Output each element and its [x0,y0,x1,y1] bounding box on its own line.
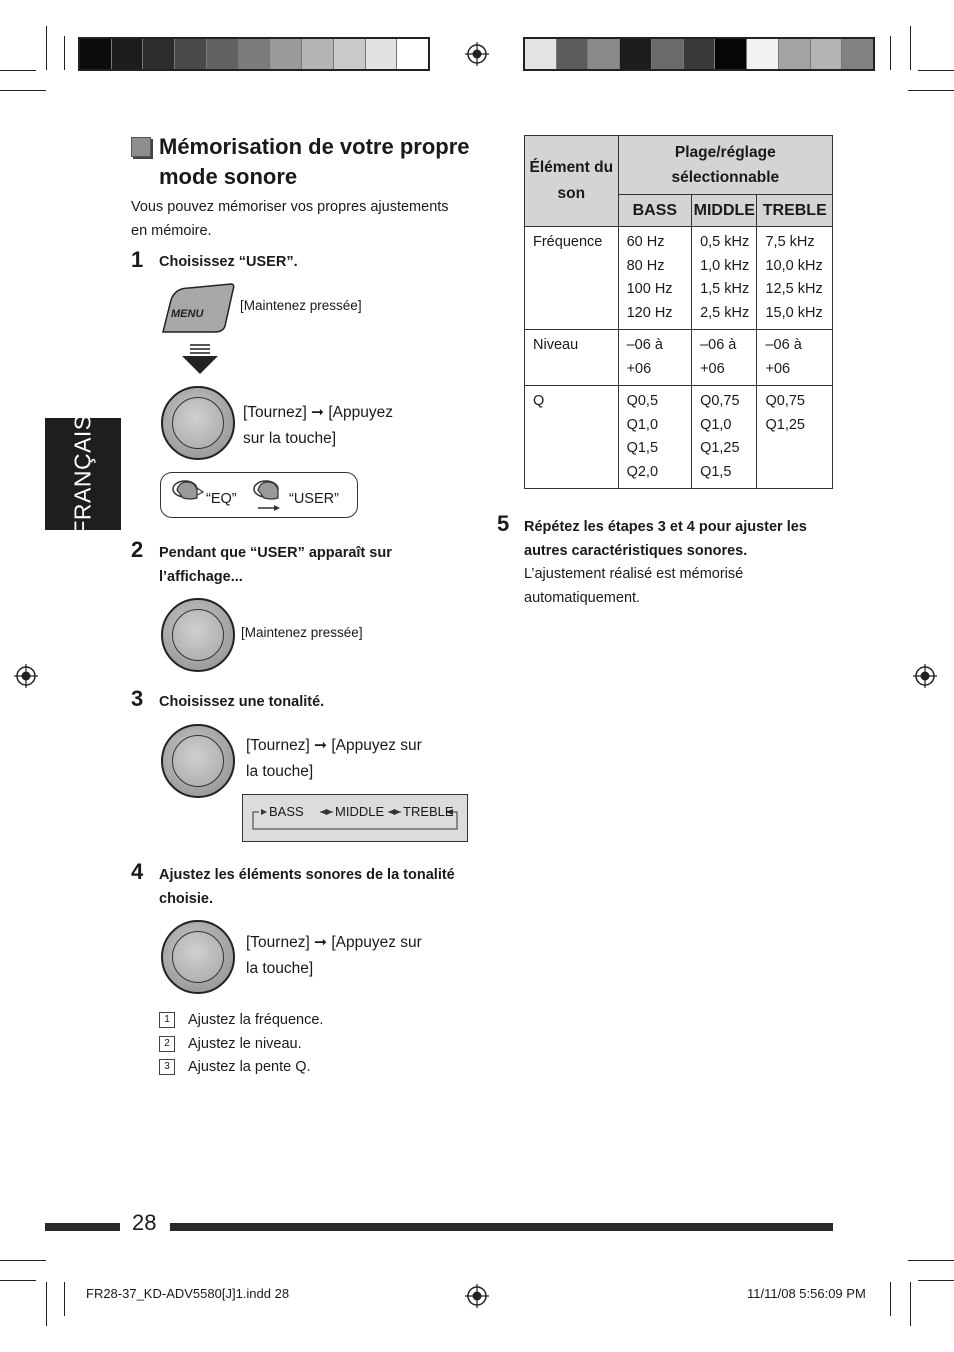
table-header-element: Élément du son [525,136,619,227]
table-row-label: Q [525,386,619,489]
sub-item-number: 1 [159,1012,175,1028]
sub-item [159,1012,323,1028]
color-swatch [175,39,207,69]
crop-mark [64,36,65,70]
color-swatch [112,39,144,69]
crop-mark [0,70,36,71]
color-swatch [207,39,239,69]
sub-item [159,1036,302,1052]
crop-mark [890,36,891,70]
table-cell: 60 Hz 80 Hz 100 Hz 120 Hz [618,227,691,330]
color-swatch [239,39,271,69]
color-swatch [143,39,175,69]
table-cell: –06 à +06 [692,330,757,386]
table-row [525,227,833,330]
table-cell: 7,5 kHz 10,0 kHz 12,5 kHz 15,0 kHz [757,227,833,330]
tone-sequence-display [242,794,468,842]
crop-mark [910,1282,911,1326]
turn-press-caption: [Tournez] ➞ [Appuyez sur la touche] [243,404,393,447]
arrow-down-icon [182,342,218,376]
turn-press-caption: [Tournez] ➞ [Appuyez sur la touche] [246,934,422,977]
turn-press-caption: [Tournez] ➞ [Appuyez sur la touche] [246,737,422,780]
language-tab [45,413,121,535]
crop-mark [908,90,954,91]
color-swatch [779,39,811,69]
registration-mark-icon [913,664,937,688]
tone-treble: TREBLE [403,804,454,819]
sub-item [159,1059,311,1075]
menu-button-icon [159,282,237,336]
step-number: 4 [131,859,144,884]
sub-item-text: Ajustez la fréquence. [188,1012,324,1028]
color-swatch [842,39,873,69]
color-bar-right [523,37,875,71]
table-row-label: Niveau [525,330,619,386]
turn-hand-icon [252,478,286,512]
color-swatch [302,39,334,69]
language-tab-label: FRANÇAIS [69,413,96,535]
page-number: 28 [132,1210,157,1235]
step-number: 5 [497,511,510,536]
step-number: 1 [131,247,144,272]
color-swatch [270,39,302,69]
eq-user-display [160,472,358,518]
step-detail: L’ajustement réalisé est mémorisé automatiquement. [524,566,744,606]
color-swatch [652,39,684,69]
table-cell: Q0,75 Q1,0 Q1,25 Q1,5 [692,386,757,489]
tone-bass: BASS [269,804,304,819]
table-row-label: Fréquence [525,227,619,330]
step-text: Choisissez une tonalité. [159,694,325,710]
color-swatch [620,39,652,69]
footer-rule [170,1223,833,1231]
color-swatch [588,39,620,69]
color-swatch [366,39,398,69]
control-dial [161,724,235,798]
section-title: Mémorisation de votre propre mode sonore [159,134,470,189]
sub-item-text: Ajustez le niveau. [188,1036,302,1052]
color-bar-left [78,37,430,71]
crop-mark [890,1282,891,1316]
color-swatch [80,39,112,69]
footer-rule [45,1223,120,1231]
registration-mark-icon [465,42,489,66]
turn-hand-icon [171,478,205,506]
crop-mark [910,26,911,70]
eq-option: “EQ” [206,491,237,507]
color-swatch [747,39,779,69]
color-swatch [525,39,557,69]
hold-pressed-caption: [Maintenez pressée] [241,625,363,640]
table-column-treble: TREBLE [757,195,833,227]
table-cell: Q0,5 Q1,0 Q1,5 Q2,0 [618,386,691,489]
color-swatch [557,39,589,69]
step-text: Choisissez “USER”. [159,254,298,270]
table-cell: –06 à +06 [757,330,833,386]
footer-file: FR28-37_KD-ADV5580[J]1.indd 28 [86,1286,290,1301]
sub-item-number: 2 [159,1036,175,1052]
section-bullet-icon [131,137,151,157]
table-header-range: Plage/réglage sélectionnable [618,136,832,195]
color-swatch [397,39,428,69]
table-column-bass: BASS [618,195,691,227]
sub-item-text: Ajustez la pente Q. [188,1059,311,1075]
crop-mark [0,90,46,91]
table-row [525,386,833,489]
table-column-middle: MIDDLE [692,195,757,227]
menu-button-label: MENU [171,308,204,320]
crop-mark [64,1282,65,1316]
step-text: Répétez les étapes 3 et 4 pour ajuster les autres caractéristiques sonores. [524,519,807,559]
crop-mark [918,1280,954,1281]
color-swatch [684,39,716,69]
registration-mark-icon [14,664,38,688]
color-swatch [715,39,747,69]
crop-mark [908,1260,954,1261]
sub-item-number: 3 [159,1059,175,1075]
step-text: Ajustez les éléments sonores de la tonalité choisie. [159,867,455,907]
color-swatch [811,39,843,69]
section-intro: Vous pouvez mémoriser vos propres ajustements en mémoire. [131,199,449,239]
user-option: “USER” [289,491,339,507]
sound-settings-table [524,135,833,489]
table-cell: 0,5 kHz 1,0 kHz 1,5 kHz 2,5 kHz [692,227,757,330]
step-number: 3 [131,686,144,711]
table-row [525,330,833,386]
control-dial [161,920,235,994]
tone-middle: MIDDLE [335,804,385,819]
table-cell: –06 à +06 [618,330,691,386]
crop-mark [0,1280,36,1281]
crop-mark [918,70,954,71]
footer-date: 11/11/08 5:56:09 PM [747,1286,866,1301]
registration-mark-icon [465,1284,489,1308]
crop-mark [0,1260,46,1261]
crop-mark [46,26,47,70]
table-cell: Q0,75 Q1,25 [757,386,833,489]
step-text: Pendant que “USER” apparaît sur l’affichage... [159,545,392,585]
control-dial [161,386,235,460]
step-number: 2 [131,537,144,562]
color-swatch [334,39,366,69]
control-dial [161,598,235,672]
hold-pressed-caption: [Maintenez pressée] [240,298,362,313]
crop-mark [46,1282,47,1326]
